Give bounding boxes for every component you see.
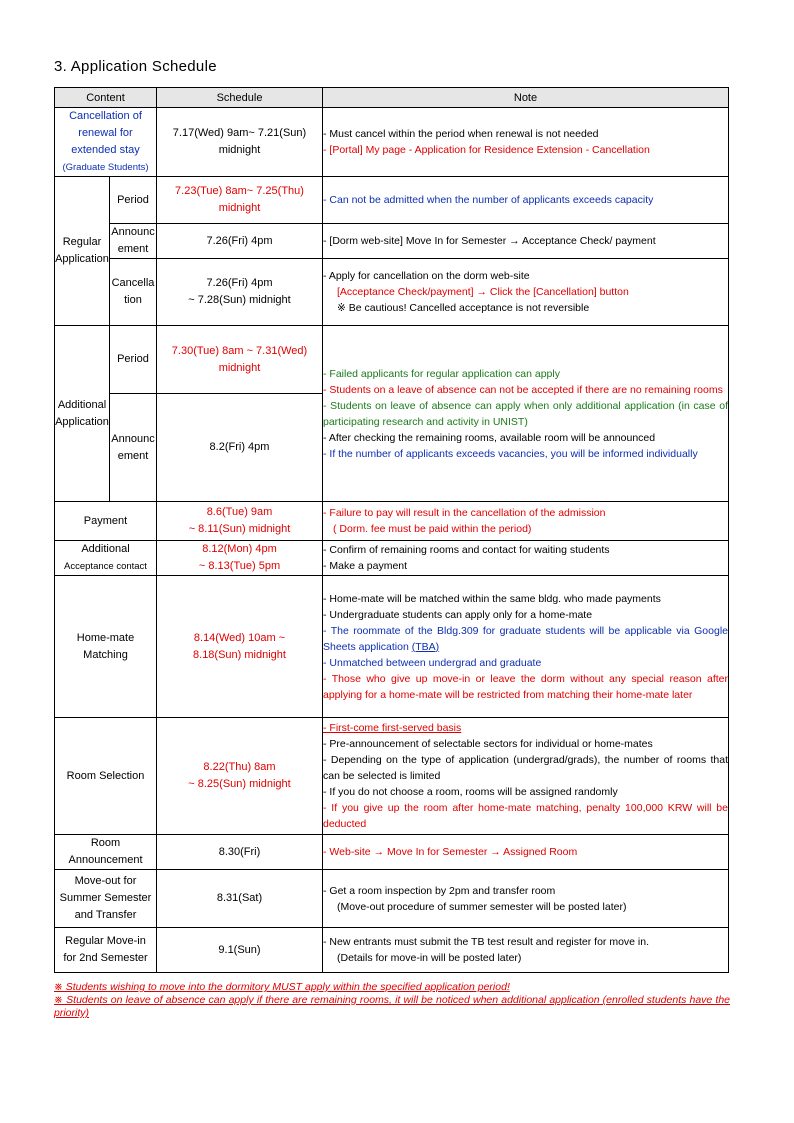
- schedule-line: midnight: [218, 202, 261, 214]
- table-row-regular-period: [55, 177, 729, 224]
- schedule-cell: 8.31(Sat): [157, 870, 323, 928]
- sub-label-line: Announc: [111, 226, 155, 238]
- note-line: - Those who give up move-in or leave the dorm without any special reason after applying for a home-mate will be restricted from matching their home-mate later: [323, 672, 728, 701]
- sub-label-line: Announc: [111, 432, 155, 445]
- note-cell: [323, 502, 729, 541]
- content-cell: [55, 835, 157, 870]
- footnote: ※ Students on leave of absence can apply if there are remaining rooms, it will be noticed when additional application (enrolled students have the priority): [54, 994, 730, 1019]
- note-line: - Failed applicants for regular application can apply: [323, 367, 560, 380]
- sub-label-line: tion: [124, 294, 142, 306]
- group-line: Regular: [62, 236, 102, 248]
- content-cell: [55, 108, 157, 177]
- table-row-movein: [55, 928, 729, 973]
- sub-label: [110, 224, 157, 259]
- note-line: (Details for move-in will be posted later): [337, 952, 522, 964]
- note-cell: [323, 108, 729, 177]
- note-line: - Unmatched between undergrad and graduate: [323, 656, 542, 669]
- schedule-line: 8.12(Mon) 4pm: [202, 543, 277, 555]
- content-line: Move-out for: [74, 875, 137, 887]
- group-line: Application: [55, 253, 109, 265]
- note-line: - Home-mate will be matched within the same bldg. who made payments: [323, 592, 661, 605]
- footnote: ※ Students wishing to move into the dormitory MUST apply within the specified application period!: [54, 981, 510, 993]
- content-cell: [55, 870, 157, 928]
- content-line: and Transfer: [74, 909, 137, 921]
- content-cell: [55, 541, 157, 576]
- content-line: for 2nd Semester: [63, 952, 148, 964]
- note-cell: [323, 177, 729, 224]
- schedule-line: 8.18(Sun) midnight: [193, 648, 286, 661]
- schedule-line: ~ 8.11(Sun) midnight: [188, 523, 291, 535]
- schedule-line: ~ 8.13(Tue) 5pm: [198, 560, 281, 572]
- note-line: - Can not be admitted when the number of applicants exceeds capacity: [323, 194, 654, 206]
- note-line: - If you do not choose a room, rooms will be assigned randomly: [323, 786, 618, 798]
- schedule-line: ~ 8.25(Sun) midnight: [188, 778, 291, 790]
- table-row-payment: [55, 502, 729, 541]
- content-line: Regular Move-in: [65, 935, 146, 947]
- note-line: - Undergraduate students can apply only for a home-mate: [323, 608, 593, 621]
- content-line: Home-mate: [76, 631, 135, 644]
- schedule-line: midnight: [218, 144, 261, 156]
- schedule-header: Schedule: [157, 88, 323, 108]
- note-cell: [323, 259, 729, 326]
- schedule-line: 8.14(Wed) 10am ~: [193, 631, 286, 644]
- content-header: Content: [55, 88, 157, 108]
- table-header-row: [55, 88, 729, 108]
- application-schedule-table: [54, 87, 729, 973]
- note-line: - Web-site → Move In for Semester → Assigned Room: [323, 846, 578, 858]
- note-line: [Acceptance Check/payment] → Click the [Cancellation] button: [337, 286, 629, 298]
- schedule-cell: [157, 718, 323, 835]
- schedule-cell: [157, 541, 323, 576]
- sub-label-line: Cancella: [111, 277, 155, 289]
- table-row-regular-announcement: [55, 224, 729, 259]
- schedule-cell: 7.26(Fri) 4pm: [157, 224, 323, 259]
- table-row-additional-acceptance: [55, 541, 729, 576]
- table-row-homemate: [55, 576, 729, 718]
- content-line: Additional: [81, 543, 130, 555]
- note-line: ( Dorm. fee must be paid within the period): [333, 523, 532, 535]
- note-header: Note: [323, 88, 729, 108]
- content-line: renewal for: [78, 127, 133, 139]
- schedule-cell: 8.2(Fri) 4pm: [157, 394, 323, 502]
- note-line: - Students on a leave of absence can not be accepted if there are no remaining rooms: [323, 383, 723, 396]
- note-line: - Must cancel within the period when renewal is not needed: [323, 128, 599, 140]
- schedule-line: ~ 7.28(Sun) midnight: [188, 294, 291, 306]
- content-line: Summer Semester: [59, 892, 152, 904]
- content-sub-line: Acceptance contact: [64, 561, 147, 572]
- note-cell: [323, 576, 729, 718]
- content-line: extended stay: [71, 144, 140, 156]
- note-line: - First-come first-served basis: [323, 722, 462, 734]
- note-line: - Failure to pay will result in the cancellation of the admission: [323, 507, 606, 519]
- note-cell: [323, 835, 729, 870]
- content-cell: [55, 576, 157, 718]
- sub-label-line: ement: [117, 449, 149, 462]
- note-cell: [323, 326, 729, 502]
- note-line: - [Portal] My page - Application for Residence Extension - Cancellation: [323, 144, 650, 156]
- note-cell: [323, 928, 729, 973]
- schedule-line: midnight: [218, 361, 261, 374]
- schedule-line: 7.23(Tue) 8am~ 7.25(Thu): [175, 185, 304, 197]
- schedule-line: 8.6(Tue) 9am: [206, 506, 273, 518]
- group-line: Application: [55, 415, 109, 428]
- note-cell: [323, 718, 729, 835]
- tba-label: (TBA): [411, 640, 440, 653]
- note-line: (Move-out procedure of summer semester will be posted later): [337, 900, 627, 913]
- note-line: - Confirm of remaining rooms and contact for waiting students: [323, 544, 610, 556]
- group-label-additional: [55, 326, 110, 502]
- note-line: - If you give up the room after home-mate matching, penalty 100,000 KRW will be deducted: [323, 802, 728, 830]
- schedule-cell: [157, 108, 323, 177]
- table-row-additional-period: [55, 326, 729, 394]
- sub-label: Period: [110, 177, 157, 224]
- schedule-line: 7.26(Fri) 4pm: [206, 277, 273, 289]
- sub-label-line: ement: [117, 243, 149, 255]
- note-line: ※ Be cautious! Cancelled acceptance is not reversible: [337, 302, 590, 314]
- sub-label: Period: [110, 326, 157, 394]
- content-line: Cancellation of: [69, 110, 142, 122]
- note-line: - New entrants must submit the TB test result and register for move in.: [323, 936, 650, 948]
- note-line: - Make a payment: [323, 560, 408, 572]
- page-title: 3. Application Schedule: [54, 58, 217, 75]
- table-row-moveout: [55, 870, 729, 928]
- table-row-regular-cancellation: [55, 259, 729, 326]
- schedule-cell: [157, 177, 323, 224]
- note-line: - Apply for cancellation on the dorm web-site: [323, 270, 530, 282]
- note-cell: [323, 870, 729, 928]
- schedule-cell: [157, 502, 323, 541]
- table-row-room-announcement: [55, 835, 729, 870]
- content-line: Matching: [83, 648, 128, 661]
- note-line: - If the number of applicants exceeds vacancies, you will be informed individually: [323, 447, 698, 460]
- schedule-cell: [157, 576, 323, 718]
- note-line: [323, 623, 728, 655]
- note-line: - Get a room inspection by 2pm and transfer room: [323, 884, 556, 897]
- content-sub-line: (Graduate Students): [62, 162, 149, 173]
- schedule-line: 7.30(Tue) 8am ~ 7.31(Wed): [171, 344, 308, 357]
- note-line: - Depending on the type of application (undergrad/grads), the number of rooms that can be selected is limited: [323, 754, 728, 782]
- sub-label: [110, 394, 157, 502]
- note-cell: [323, 224, 729, 259]
- schedule-line: 8.22(Thu) 8am: [203, 761, 276, 773]
- note-line: - After checking the remaining rooms, available room will be announced: [323, 431, 656, 444]
- schedule-cell: [157, 326, 323, 394]
- schedule-cell: 8.30(Fri): [157, 835, 323, 870]
- group-line: Additional: [57, 398, 107, 411]
- group-label-regular: [55, 177, 110, 326]
- table-row-cancel-renewal: [55, 108, 729, 177]
- sub-label: [110, 259, 157, 326]
- note-line: - Students on leave of absence can apply when only additional application (in case of participating research and activity in UNIST): [323, 399, 728, 428]
- content-cell: Payment: [55, 502, 157, 541]
- content-line: Announcement: [68, 854, 143, 866]
- content-cell: [55, 928, 157, 973]
- schedule-line: 7.17(Wed) 9am~ 7.21(Sun): [172, 127, 307, 139]
- content-line: Room: [90, 837, 121, 849]
- schedule-cell: [157, 259, 323, 326]
- footnotes: [54, 981, 730, 1020]
- table-row-room-selection: [55, 718, 729, 835]
- note-cell: [323, 541, 729, 576]
- content-cell: Room Selection: [55, 718, 157, 835]
- note-text: - The roommate of the Bldg.309 for graduate students will be applicable via Google Sheets application: [323, 624, 728, 653]
- schedule-cell: 9.1(Sun): [157, 928, 323, 973]
- note-line: - [Dorm web-site] Move In for Semester → Acceptance Check/ payment: [323, 235, 656, 247]
- note-line: - Pre-announcement of selectable sectors for individual or home-mates: [323, 738, 653, 750]
